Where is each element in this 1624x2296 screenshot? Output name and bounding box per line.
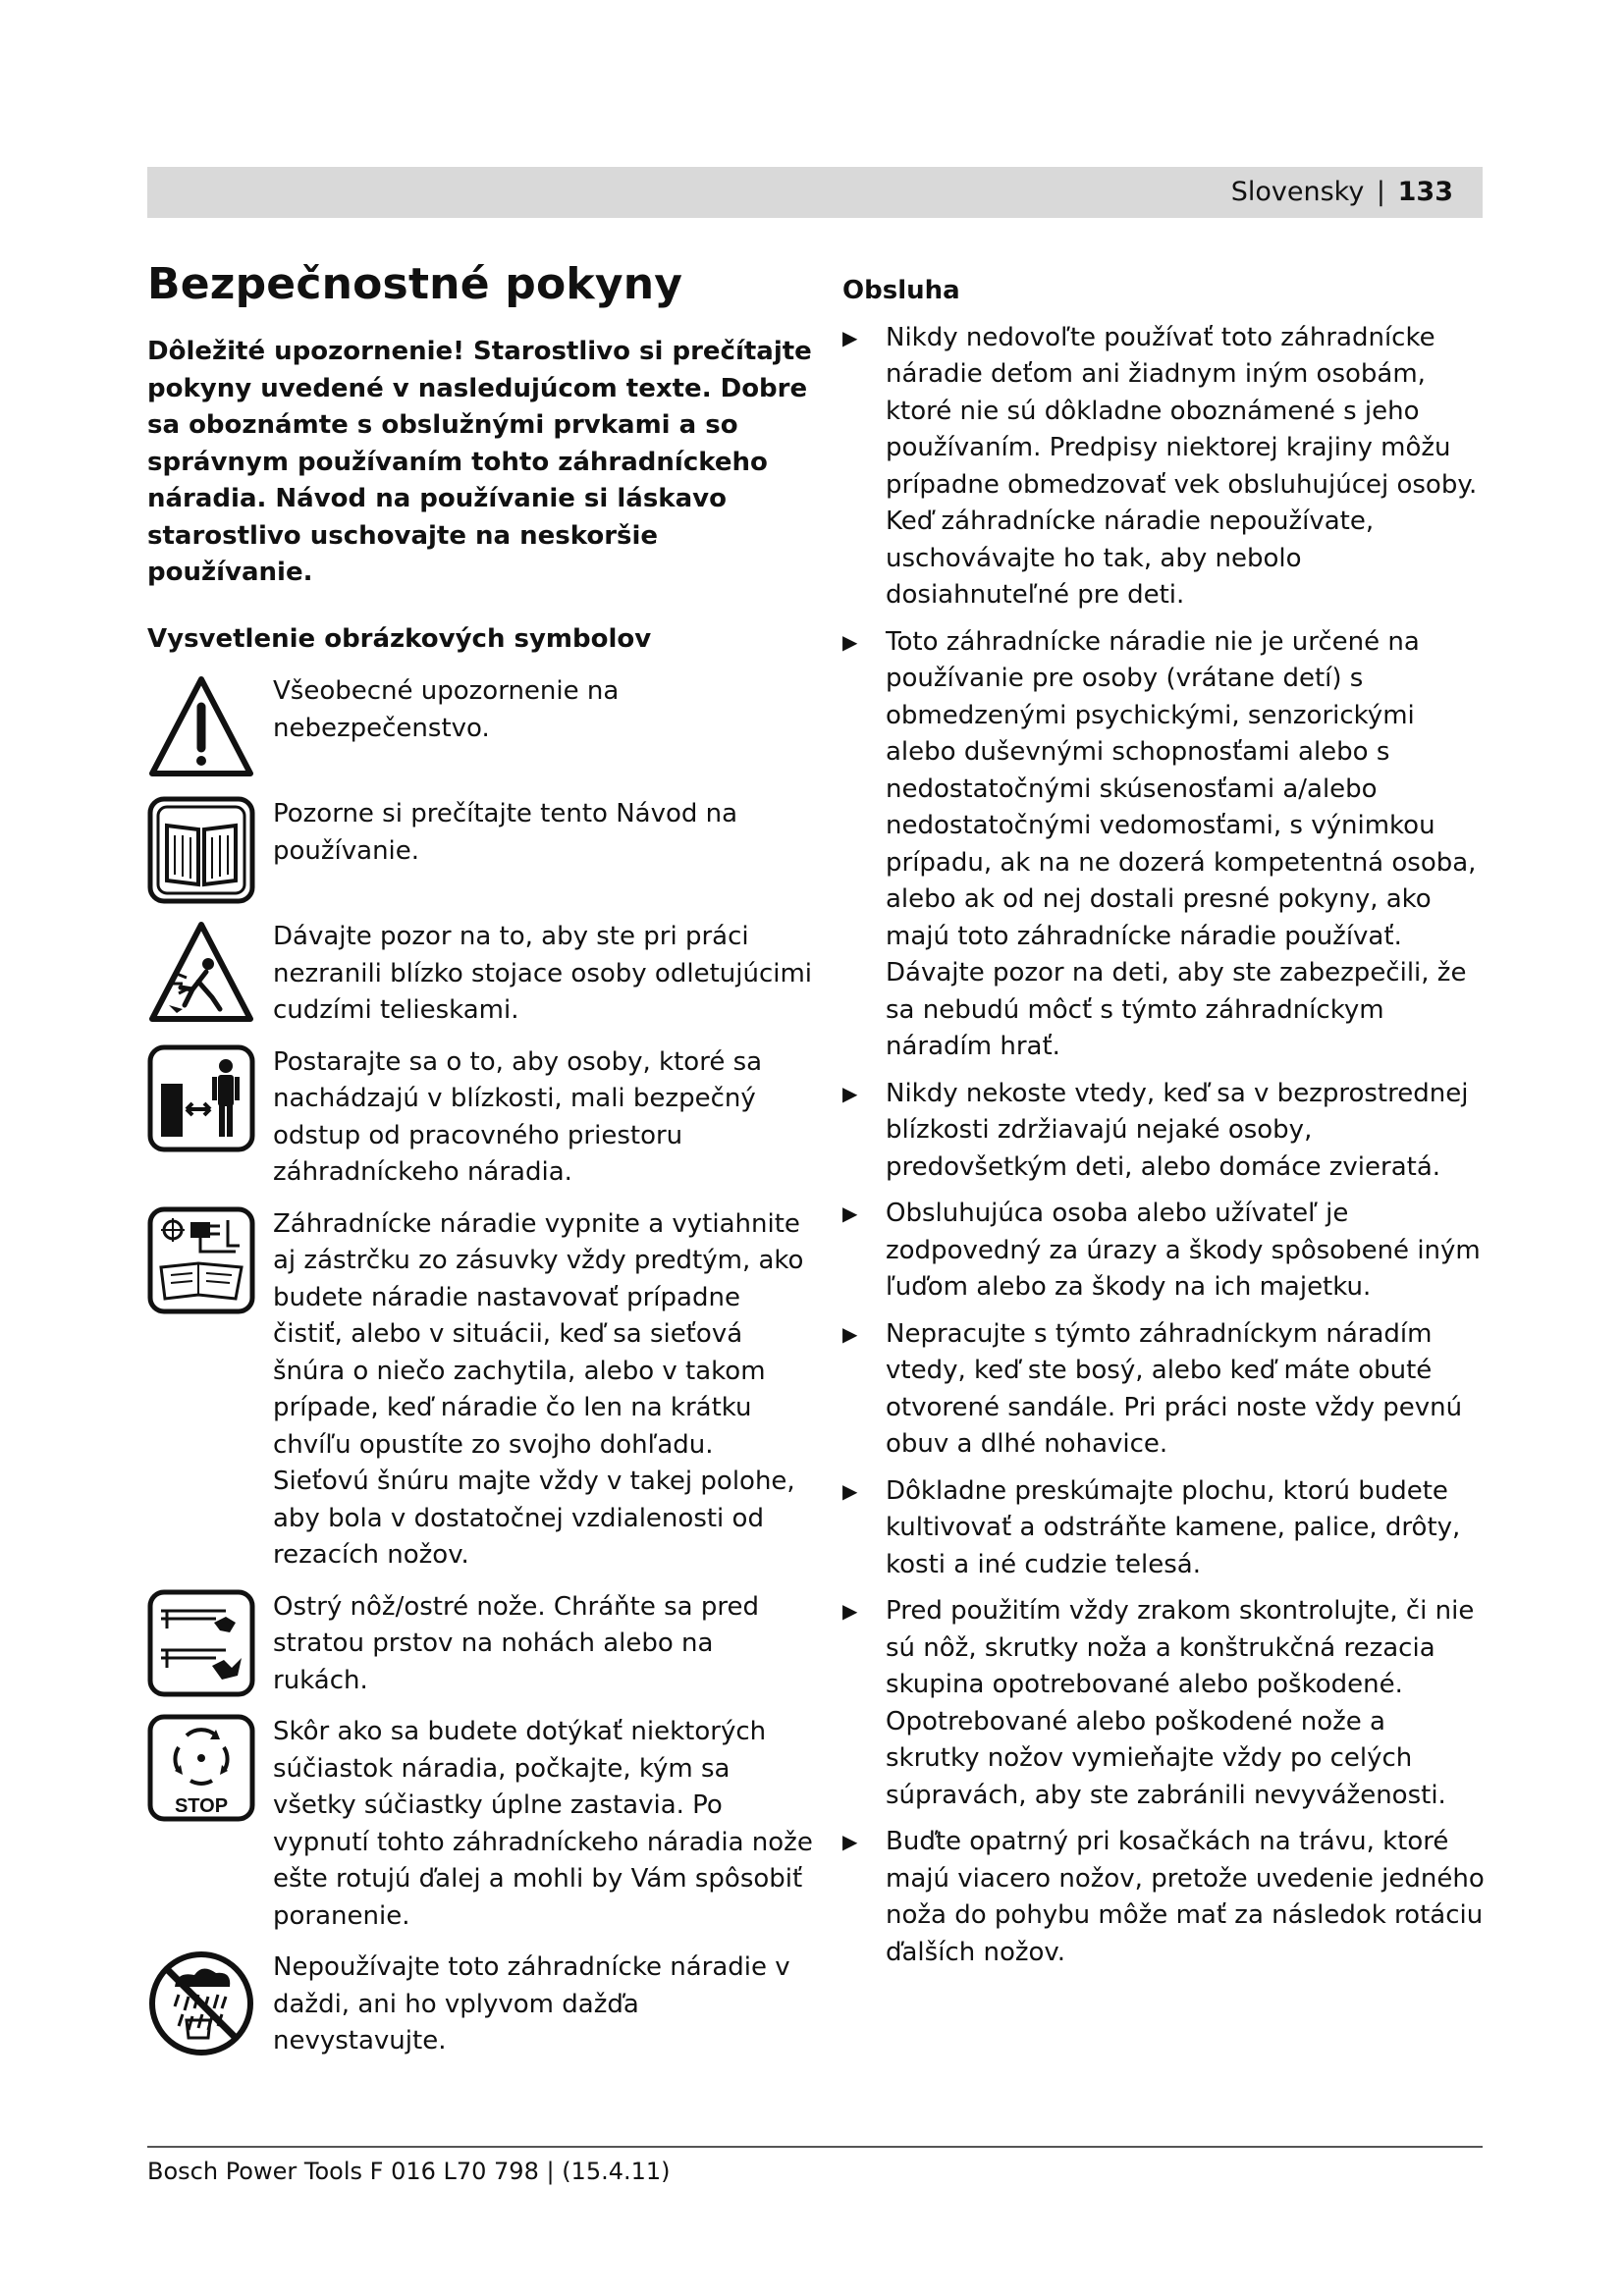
list-item [842,1076,1490,1187]
bullet-text: Obsluhujúca osoba alebo užívateľ je zodpovedný za úrazy a škody spôsobené iným ľuďom alebo za škody na ich majetku. [886,1199,1481,1302]
bullet-arrow-icon: ▶ [842,1478,858,1503]
symbol-row [147,1714,815,1935]
symbol-description: Skôr ako sa budete dotýkať niektorých súčiastok náradia, počkajte, kým sa všetky súčiastky úplne zastavia. Po vypnutí tohto záhradníckeho náradia nože ešte rotujú ďalej a mohli by Vám spôsobiť poranenie. [273,1717,813,1931]
list-item [842,1473,1490,1584]
page-number: 133 [1397,177,1453,207]
wait-stop-icon [147,1714,255,1822]
symbol-description: Dávajte pozor na to, aby ste pri práci nezranili blízko stojace osoby odletujúcimi cudzími telieskami. [273,922,813,1025]
symbol-description: Nepoužívajte toto záhradnícke náradie v daždi, ani ho vplyvom dažďa nevystavujte. [273,1952,790,2056]
operation-heading: Obsluha [842,276,960,305]
list-item [842,1593,1490,1814]
bullet-text: Nepracujte s týmto záhradníckym náradím vtedy, keď ste bosý, alebo keď máte obuté otvorené sandále. Pri práci noste vždy pevnú obuv a dlhé nohavice. [886,1318,1463,1459]
read-manual-icon [147,796,255,904]
list-item [842,1196,1490,1307]
bullet-text: Dôkladne preskúmajte plochu, ktorú budete kultivovať a odstráňte kamene, palice, drôty, kosti a iné cudzie telesá. [886,1475,1461,1579]
symbol-description: Všeobecné upozornenie na nebezpečenstvo. [273,676,620,743]
stop-label: STOP [174,1795,229,1817]
symbol-row [147,1949,815,2060]
warning-triangle-icon [147,673,255,781]
bullet-arrow-icon: ▶ [842,1599,858,1623]
page-header [147,167,1483,218]
bullet-text: Pred použitím vždy zrakom skontrolujte, či nie sú nôž, skrutky noža a konštrukčná rezacia skupina opotrebované alebo poškodené. Opotrebované alebo poškodené nože a skrutky nožov vymieňajte vždy po celých súpravách, aby ste zabránili nevyváženosti. [886,1596,1475,1810]
intro-paragraph: Dôležité upozornenie! Starostlivo si prečítajte pokyny uvedené v nasledujúcom texte. Dobre sa oboznámte s obslužnými prvkami a so správnym používaním tohto záhradníckeho náradia. Návod na používanie si láskavo starostlivo uschovajte na neskoršie používanie. [147,337,812,587]
bullet-arrow-icon: ▶ [842,325,858,349]
left-column [147,257,815,2075]
bullet-text: Nikdy nedovoľte používať toto záhradnícke náradie deťom ani žiadnym iným osobám, ktoré nie sú dôkladne oboznámené s jeho používaním. Predpisy niektorej krajiny môžu prípadne obmedzovať vek obsluhujúcej osoby. Keď záhradnícke náradie nepoužívate, uschovávajte ho tak, aby nebolo dosiahnuteľné pre deti. [886,322,1478,610]
list-item [842,1824,1490,1971]
bullet-arrow-icon: ▶ [842,629,858,654]
header-separator: | [1376,177,1386,207]
header-text [1231,175,1453,210]
keep-distance-icon [147,1044,255,1152]
no-rain-icon [147,1949,255,2057]
bullet-text: Buďte opatrný pri kosačkách na trávu, ktoré majú viacero nožov, pretože uvedenie jedného noža do pohybu môže mať za následok rotáciu ďalších nožov. [886,1827,1485,1967]
bullet-text: Toto záhradnícke náradie nie je určené na používanie pre osoby (vrátane detí) s obmedzenými psychickými, senzorickými alebo duševnými schopnosťami alebo s nedostatočnými skúsenosťami a/alebo nedostatočnými vedomosťami, s výnimkou prípadu, ak na ne dozerá kompetentná osoba, alebo ak od nej dostali presné pokyny, ako majú toto záhradnícke náradie používať. Dávajte pozor na deti, aby ste zabezpečili, že sa nebudú môcť s týmto záhradníckym náradím hrať. [886,626,1477,1061]
bullet-arrow-icon: ▶ [842,1830,858,1853]
page-title: Bezpečnostné pokyny [147,259,683,309]
unplug-before-maintenance-icon [147,1206,255,1314]
symbol-row [147,1044,815,1192]
footer-divider [147,2146,1483,2148]
bullet-arrow-icon: ▶ [842,1201,858,1225]
bullet-arrow-icon: ▶ [842,1321,858,1346]
footer-text: Bosch Power Tools F 016 L70 798 | (15.4.11) [147,2158,671,2185]
bullet-text: Nikdy nekoste vtedy, keď sa v bezprostrednej blízkosti zdržiavajú nejaké osoby, predovšetkým deti, alebo domáce zvieratá. [886,1078,1469,1182]
list-item [842,624,1490,1066]
symbol-row [147,919,815,1030]
symbol-description: Postarajte sa o to, aby osoby, ktoré sa nachádzajú v blízkosti, mali bezpečný odstup od pracovného priestoru záhradníckeho náradia. [273,1046,763,1187]
header-language: Slovensky [1230,177,1365,207]
symbol-description: Ostrý nôž/ostré nože. Chráňte sa pred stratou prstov na nohách alebo na rukách. [273,1591,759,1695]
symbol-row [147,673,815,781]
symbol-description: Záhradnícke náradie vypnite a vytiahnite aj zástrčku zo zásuvky vždy predtým, ako budete náradie nastavovať prípadne čistiť, alebo v situácii, keď sa sieťová šnúra o niečo zachytila, alebo v takom prípade, keď náradie čo len na krátku chvíľu opustíte zo svojho dohľadu. Sieťovú šnúru majte vždy v takej polohe, aby bola v dostatočnej vzdialenosti od rezacích nožov. [273,1208,804,1570]
bullet-arrow-icon: ▶ [842,1081,858,1105]
symbols-heading: Vysvetlenie obrázkových symbolov [147,623,652,654]
symbol-description: Pozorne si prečítajte tento Návod na používanie. [273,799,738,866]
right-column [842,273,1490,1981]
sharp-blades-icon [147,1589,255,1697]
symbol-row [147,1589,815,1700]
symbol-row [147,1206,815,1575]
list-item [842,1316,1490,1464]
list-item [842,320,1490,614]
symbol-row [147,796,815,904]
flying-debris-warning-icon [147,919,255,1027]
